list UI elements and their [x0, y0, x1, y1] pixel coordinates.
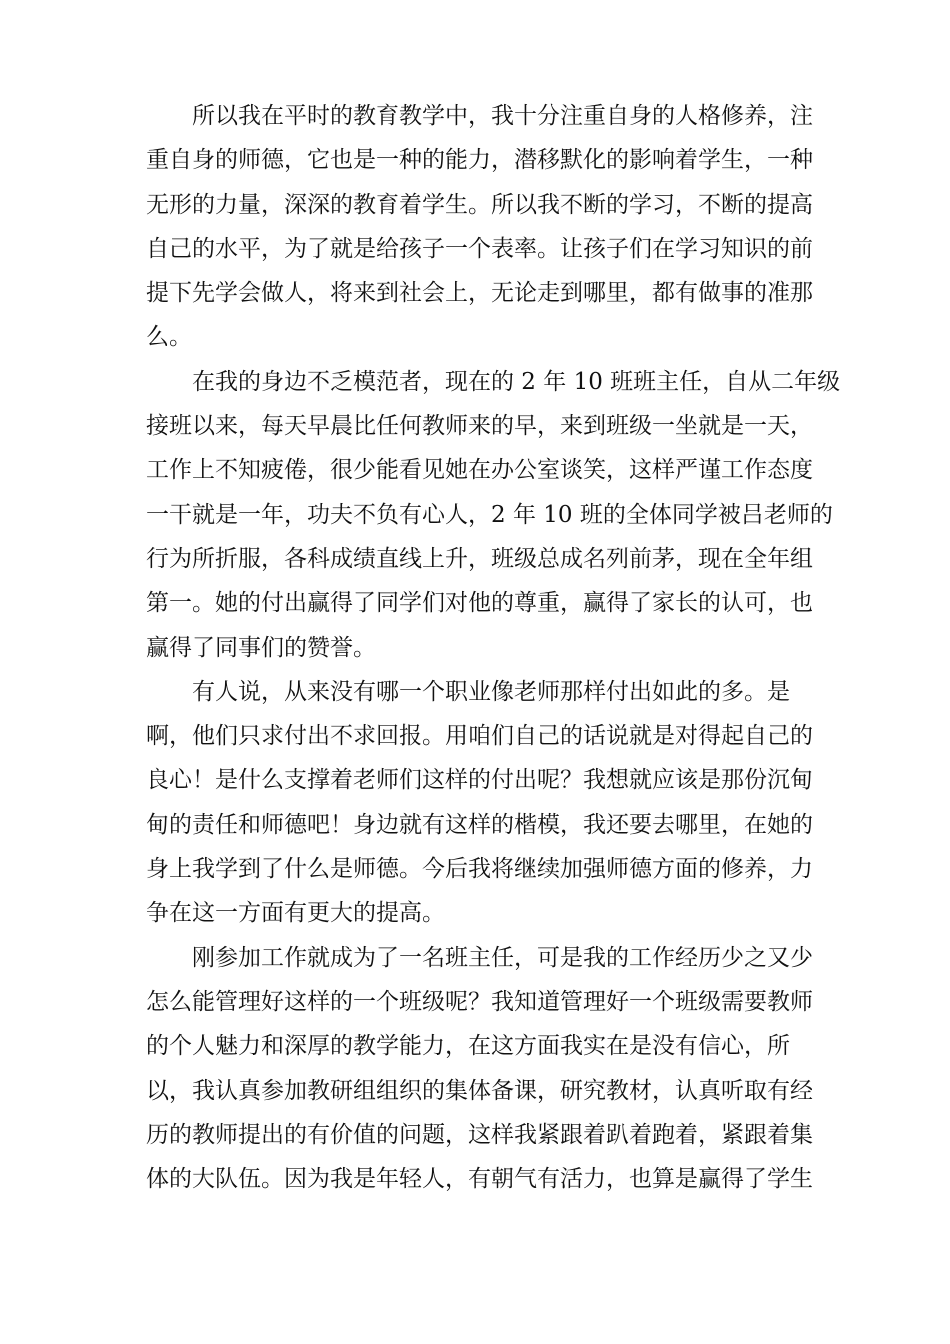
text-line: 有人说，从来没有哪一个职业像老师那样付出如此的多。是: [192, 678, 790, 705]
text-line: 行为所折服，各科成绩直线上升，班级总成名列前茅，现在全年组: [146, 545, 813, 572]
text-line: 接班以来，每天早晨比任何教师来的早，来到班级一坐就是一天，: [146, 413, 813, 440]
text-line: 体的大队伍。因为我是年轻人，有朝气有活力，也算是赢得了学生: [146, 1166, 813, 1193]
text-line: 啊，他们只求付出不求回报。用咱们自己的话说就是对得起自己的: [146, 723, 813, 750]
text-line: 身上我学到了什么是师德。今后我将继续加强师德方面的修养，力: [146, 856, 813, 883]
paragraph: [146, 936, 826, 1202]
text-line: 一干就是一年，功夫不负有心人，2 年 10 班的全体同学被吕老师的: [146, 501, 833, 528]
text-line: 所以我在平时的教育教学中，我十分注重自身的人格修养，注: [192, 103, 813, 129]
text-line: 历的教师提出的有价值的问题，这样我紧跟着趴着跑着，紧跟着集: [146, 1121, 813, 1148]
paragraph: [146, 360, 841, 670]
text-line: 刚参加工作就成为了一名班主任，可是我的工作经历少之又少: [192, 944, 813, 971]
text-line: 怎么能管理好这样的一个班级呢？我知道管理好一个班级需要教师: [146, 988, 813, 1015]
text-line: 以，我认真参加教研组组织的集体备课，研究教材，认真听取有经: [146, 1077, 813, 1104]
text-line: 无形的力量，深深的教育着学生。所以我不断的学习，不断的提高: [146, 191, 813, 218]
text-line: 甸的责任和师德吧！身边就有这样的楷模，我还要去哪里，在她的: [146, 811, 813, 838]
text-line: 赢得了同事们的赞誉。: [146, 634, 376, 661]
text-line: 在我的身边不乏模范者，现在的 2 年 10 班班主任，自从二年级: [192, 368, 841, 395]
text-line: 争在这一方面有更大的提高。: [146, 900, 445, 927]
text-line: 提下先学会做人，将来到社会上，无论走到哪里，都有做事的准那: [146, 280, 813, 307]
text-line: 的个人魅力和深厚的教学能力，在这方面我实在是没有信心，所: [146, 1033, 790, 1060]
paragraph: [146, 670, 826, 936]
text-line: 重自身的师德，它也是一种的能力，潜移默化的影响着学生，一种: [146, 147, 813, 174]
text-line: 工作上不知疲倦，很少能看见她在办公室谈笑，这样严谨工作态度: [146, 457, 813, 484]
text-line: 第一。她的付出赢得了同学们对他的尊重，赢得了家长的认可，也: [146, 590, 813, 617]
paragraph: [146, 94, 826, 360]
text-line: 良心！是什么支撑着老师们这样的付出呢？我想就应该是那份沉甸: [146, 767, 813, 794]
document-body: [146, 94, 841, 1201]
text-line: 么。: [146, 324, 192, 351]
text-line: 自己的水平，为了就是给孩子一个表率。让孩子们在学习知识的前: [146, 235, 813, 262]
